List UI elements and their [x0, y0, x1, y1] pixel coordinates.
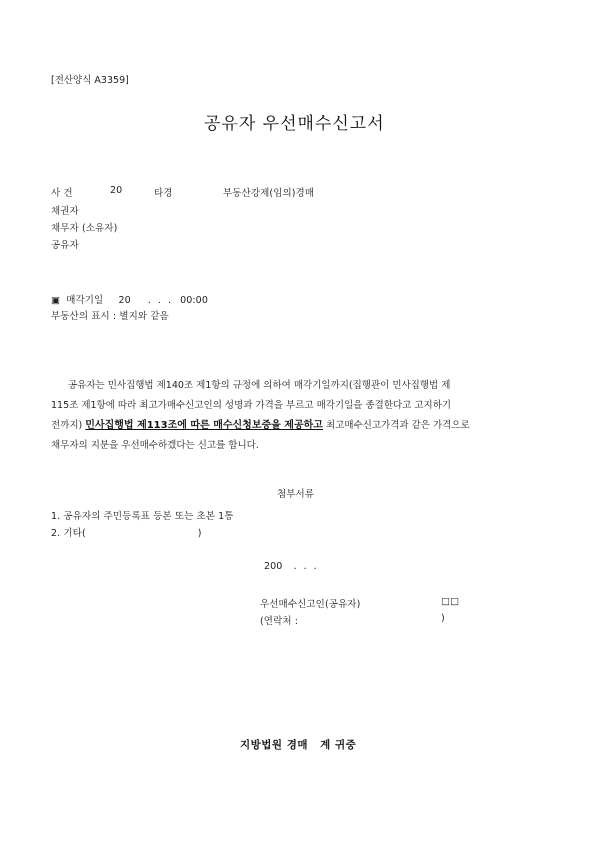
case-label: 사 건	[51, 188, 73, 199]
co-owner-label: 공유자	[51, 240, 79, 251]
case-year-prefix: 20	[110, 185, 123, 196]
filing-date-line	[264, 561, 319, 572]
declaration-paragraph	[51, 376, 548, 456]
property-label: 부동산의 표시 :	[51, 311, 117, 322]
sale-date-line	[51, 292, 208, 306]
sale-date-year: 20	[118, 295, 131, 306]
attachment-item-2	[51, 525, 202, 539]
paragraph-line-3-start: 전까지)	[51, 420, 83, 431]
property-value: 별지와 같음	[119, 311, 169, 322]
sale-date-marker: ▣	[51, 295, 61, 306]
filing-date-year: 200	[264, 561, 283, 572]
filing-date-dots: . . .	[293, 561, 319, 572]
court-footer	[240, 737, 356, 752]
attachment-item-1: 1. 공유자의 주민등록표 등본 또는 초본 1통	[51, 511, 234, 522]
signature-label: 우선매수신고인(공유자)	[260, 599, 361, 610]
creditor-label: 채권자	[51, 206, 79, 217]
contact-suffix: )	[441, 613, 445, 624]
debtor-label: 채무자 (소유자)	[51, 223, 118, 234]
paragraph-emphasis: 민사집행법 제113조에 따른 매수신청보증을 제공하고	[85, 420, 323, 431]
court-name: 지방법원 경매	[240, 739, 309, 751]
form-code: [전산양식 A3359]	[51, 75, 129, 86]
attachment-item-2-suffix: )	[197, 528, 202, 539]
document-title: 공유자 우선매수신고서	[204, 114, 385, 134]
property-line	[51, 308, 169, 322]
attachment-item-2-prefix: 2. 기타(	[51, 528, 86, 539]
case-kind: 부동산강제(임의)경매	[223, 188, 315, 199]
paragraph-line-1: 공유자는 민사집행법 제140조 제1항의 규정에 의하여 매각기일까지(집행관이 민사집행법 제	[68, 380, 451, 391]
attachments-heading: 첨부서류	[277, 489, 315, 500]
sale-date-time: 00:00	[180, 295, 208, 306]
contact-prefix: (연락처 :	[260, 616, 299, 627]
case-type: 타경	[154, 188, 173, 199]
sale-date-label: 매각기일	[66, 295, 104, 306]
paragraph-line-3	[51, 416, 548, 436]
court-unit: 계 귀중	[320, 739, 357, 751]
paragraph-line-3-end: 최고매수신고가격과 같은 가격으로	[325, 420, 470, 431]
paragraph-line-2: 115조 제1항에 따라 최고가매수신고인의 성명과 가격을 부르고 매각기일을 종결한다고 고지하기	[51, 400, 452, 411]
seal-mark: □□	[441, 596, 460, 607]
paragraph-line-4: 채무자의 지분을 우선매수하겠다는 신고를 합니다.	[51, 440, 259, 451]
sale-date-dots: . . .	[147, 295, 173, 306]
